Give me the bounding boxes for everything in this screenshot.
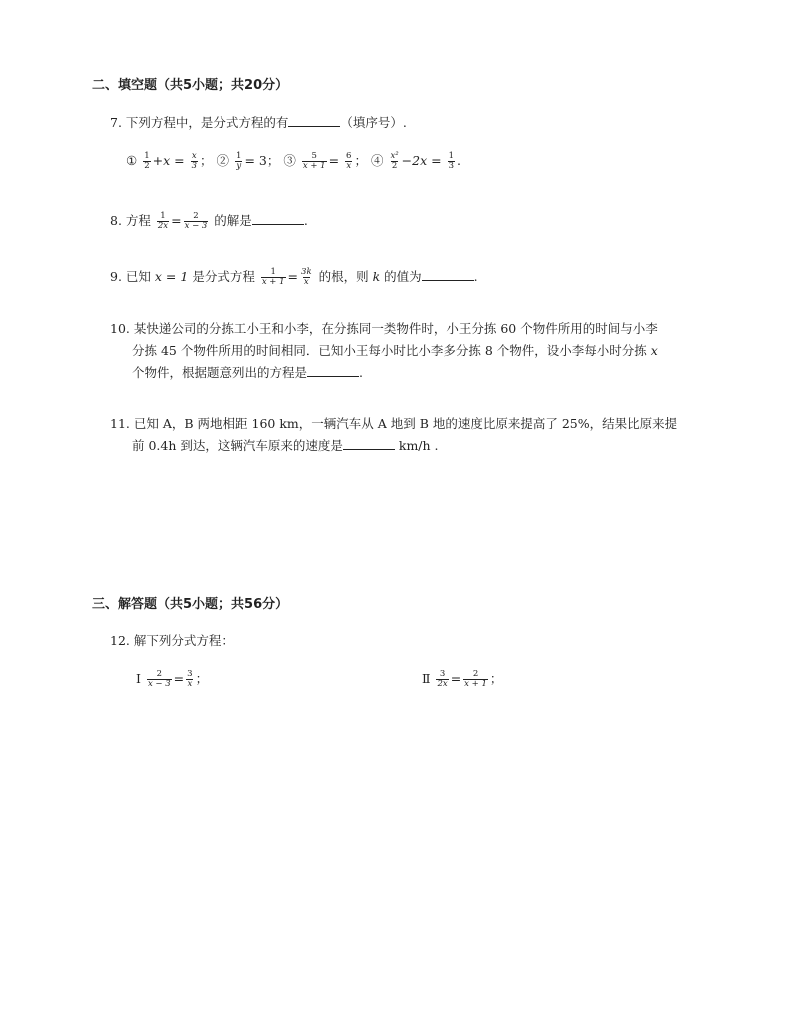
- q12-p2-right-fraction: $\frac{2}{x + 1}$: [464, 669, 487, 689]
- q7-opt4-left-fraction: $\frac{\text{x²}}{2}$: [390, 151, 399, 171]
- section-3-title: 三、解答题（共5小题；共56分）: [92, 597, 289, 612]
- q7-opt1-mid: +x =: [152, 153, 185, 168]
- q12-p1-eq: =: [173, 671, 185, 686]
- q7-opt3-right-fraction: $\frac{6}{x}$: [346, 151, 352, 171]
- q7-opt3-left-fraction: $\frac{5}{x + 1}$: [302, 151, 326, 171]
- q7-opt4-right-fraction: $\frac{1}{3}$: [448, 151, 454, 171]
- question-9: [110, 266, 478, 288]
- section-2-title: 二、填空题（共5小题；共20分）: [92, 78, 289, 93]
- q11-line-1: 11. 已知 A，B 两地相距 160 km，一辆汽车从 A 地到 B 地的速度比原来提高了 25%，结果比原来提: [110, 416, 678, 431]
- question-11: [110, 413, 677, 457]
- q11-unit: km/h .: [398, 438, 439, 453]
- q12-p1-right-fraction: $\frac{3}{x}$: [187, 669, 193, 689]
- q12-p1-label: Ⅰ: [136, 671, 141, 686]
- q8-right-fraction: $\frac{2}{x - 3}$: [184, 211, 208, 231]
- q7-opt3-mid: =: [328, 153, 340, 168]
- question-12-prompt: 12. 解下列分式方程：: [110, 633, 234, 648]
- q7-opt4-mid: −2x =: [401, 153, 442, 168]
- q10-line-3: 个物件，根据题意列出的方程是 .: [132, 365, 363, 380]
- q7-opt3-mark: ③: [283, 153, 296, 168]
- q9-mid: 是分式方程: [192, 269, 255, 284]
- q9-right-fraction: $\frac{3k}{x}$: [301, 267, 312, 287]
- q8-end: .: [303, 213, 308, 228]
- q7-opt4-end: .: [457, 153, 461, 168]
- q11-answer-blank[interactable]: [343, 438, 395, 450]
- q12-p1-end: ；: [195, 671, 209, 686]
- q7-prefix: 7. 下列方程中，是分式方程的有: [110, 115, 289, 130]
- q8-prefix: 8. 方程: [110, 213, 151, 228]
- q12-p1-left-fraction: $\frac{2}{x - 3}$: [147, 669, 171, 689]
- q7-opt1-right-fraction: $\frac{x}{3}$: [191, 151, 198, 171]
- q12-part-1: [136, 668, 208, 690]
- q9-eq: =: [287, 269, 299, 284]
- q7-opt2-mark: ②: [216, 153, 230, 168]
- q7-options: [126, 150, 461, 172]
- q7-opt2-mid: = 3；: [244, 153, 280, 168]
- q9-mid2: 的根，则: [318, 269, 369, 284]
- question-10: [110, 318, 658, 384]
- q8-left-fraction: $\frac{1}{2x}$: [157, 211, 169, 231]
- q12-part-2: [422, 668, 502, 690]
- question-7: [110, 112, 407, 134]
- q10-line-2: 分拣 45 个物件所用的时间相同．已知小王每小时比小李多分拣 8 个物件，设小李每小时分拣 x: [132, 343, 658, 358]
- q11-line-2: 前 0.4h 到达，这辆汽车原来的速度是 km/h .: [132, 438, 439, 453]
- q10-var: x: [650, 343, 658, 358]
- question-8: [110, 210, 308, 232]
- q8-eq: =: [171, 213, 182, 228]
- q10-answer-blank[interactable]: [307, 365, 359, 377]
- q7-opt1-end: ；: [200, 153, 213, 168]
- q10-end: .: [359, 365, 363, 380]
- q9-condition: x = 1: [154, 269, 189, 284]
- q8-answer-blank[interactable]: [252, 213, 304, 225]
- q7-opt2-fraction: $\frac{1}{y}$: [236, 151, 242, 171]
- q7-opt1-mark: ①: [126, 153, 138, 168]
- q9-suffix: 的值为: [384, 269, 422, 284]
- q9-k: k: [372, 269, 381, 284]
- q9-prefix: 9. 已知: [110, 269, 151, 284]
- q7-opt3-end: ；: [354, 153, 367, 168]
- q9-answer-blank[interactable]: [422, 269, 474, 281]
- q7-opt4-mark: ④: [370, 153, 384, 168]
- q9-left-fraction: $\frac{1}{x + 1}$: [261, 267, 285, 287]
- q10-line-1: 10. 某快递公司的分拣工小王和小李，在分拣同一类物件时，小王分拣 60 个物件所用的时间与小李: [110, 321, 658, 336]
- q8-suffix: 的解是: [214, 213, 252, 228]
- q12-p2-eq: =: [450, 671, 462, 686]
- q12-p2-label: Ⅱ: [422, 671, 431, 686]
- q7-opt1-left-fraction: $\frac{1}{2}$: [144, 151, 150, 171]
- q7-suffix: （填序号）.: [340, 115, 407, 130]
- q12-p2-left-fraction: $\frac{3}{2x}$: [437, 669, 448, 689]
- q7-answer-blank[interactable]: [288, 115, 340, 127]
- q12-p2-end: ；: [489, 671, 503, 686]
- q9-end: .: [473, 269, 478, 284]
